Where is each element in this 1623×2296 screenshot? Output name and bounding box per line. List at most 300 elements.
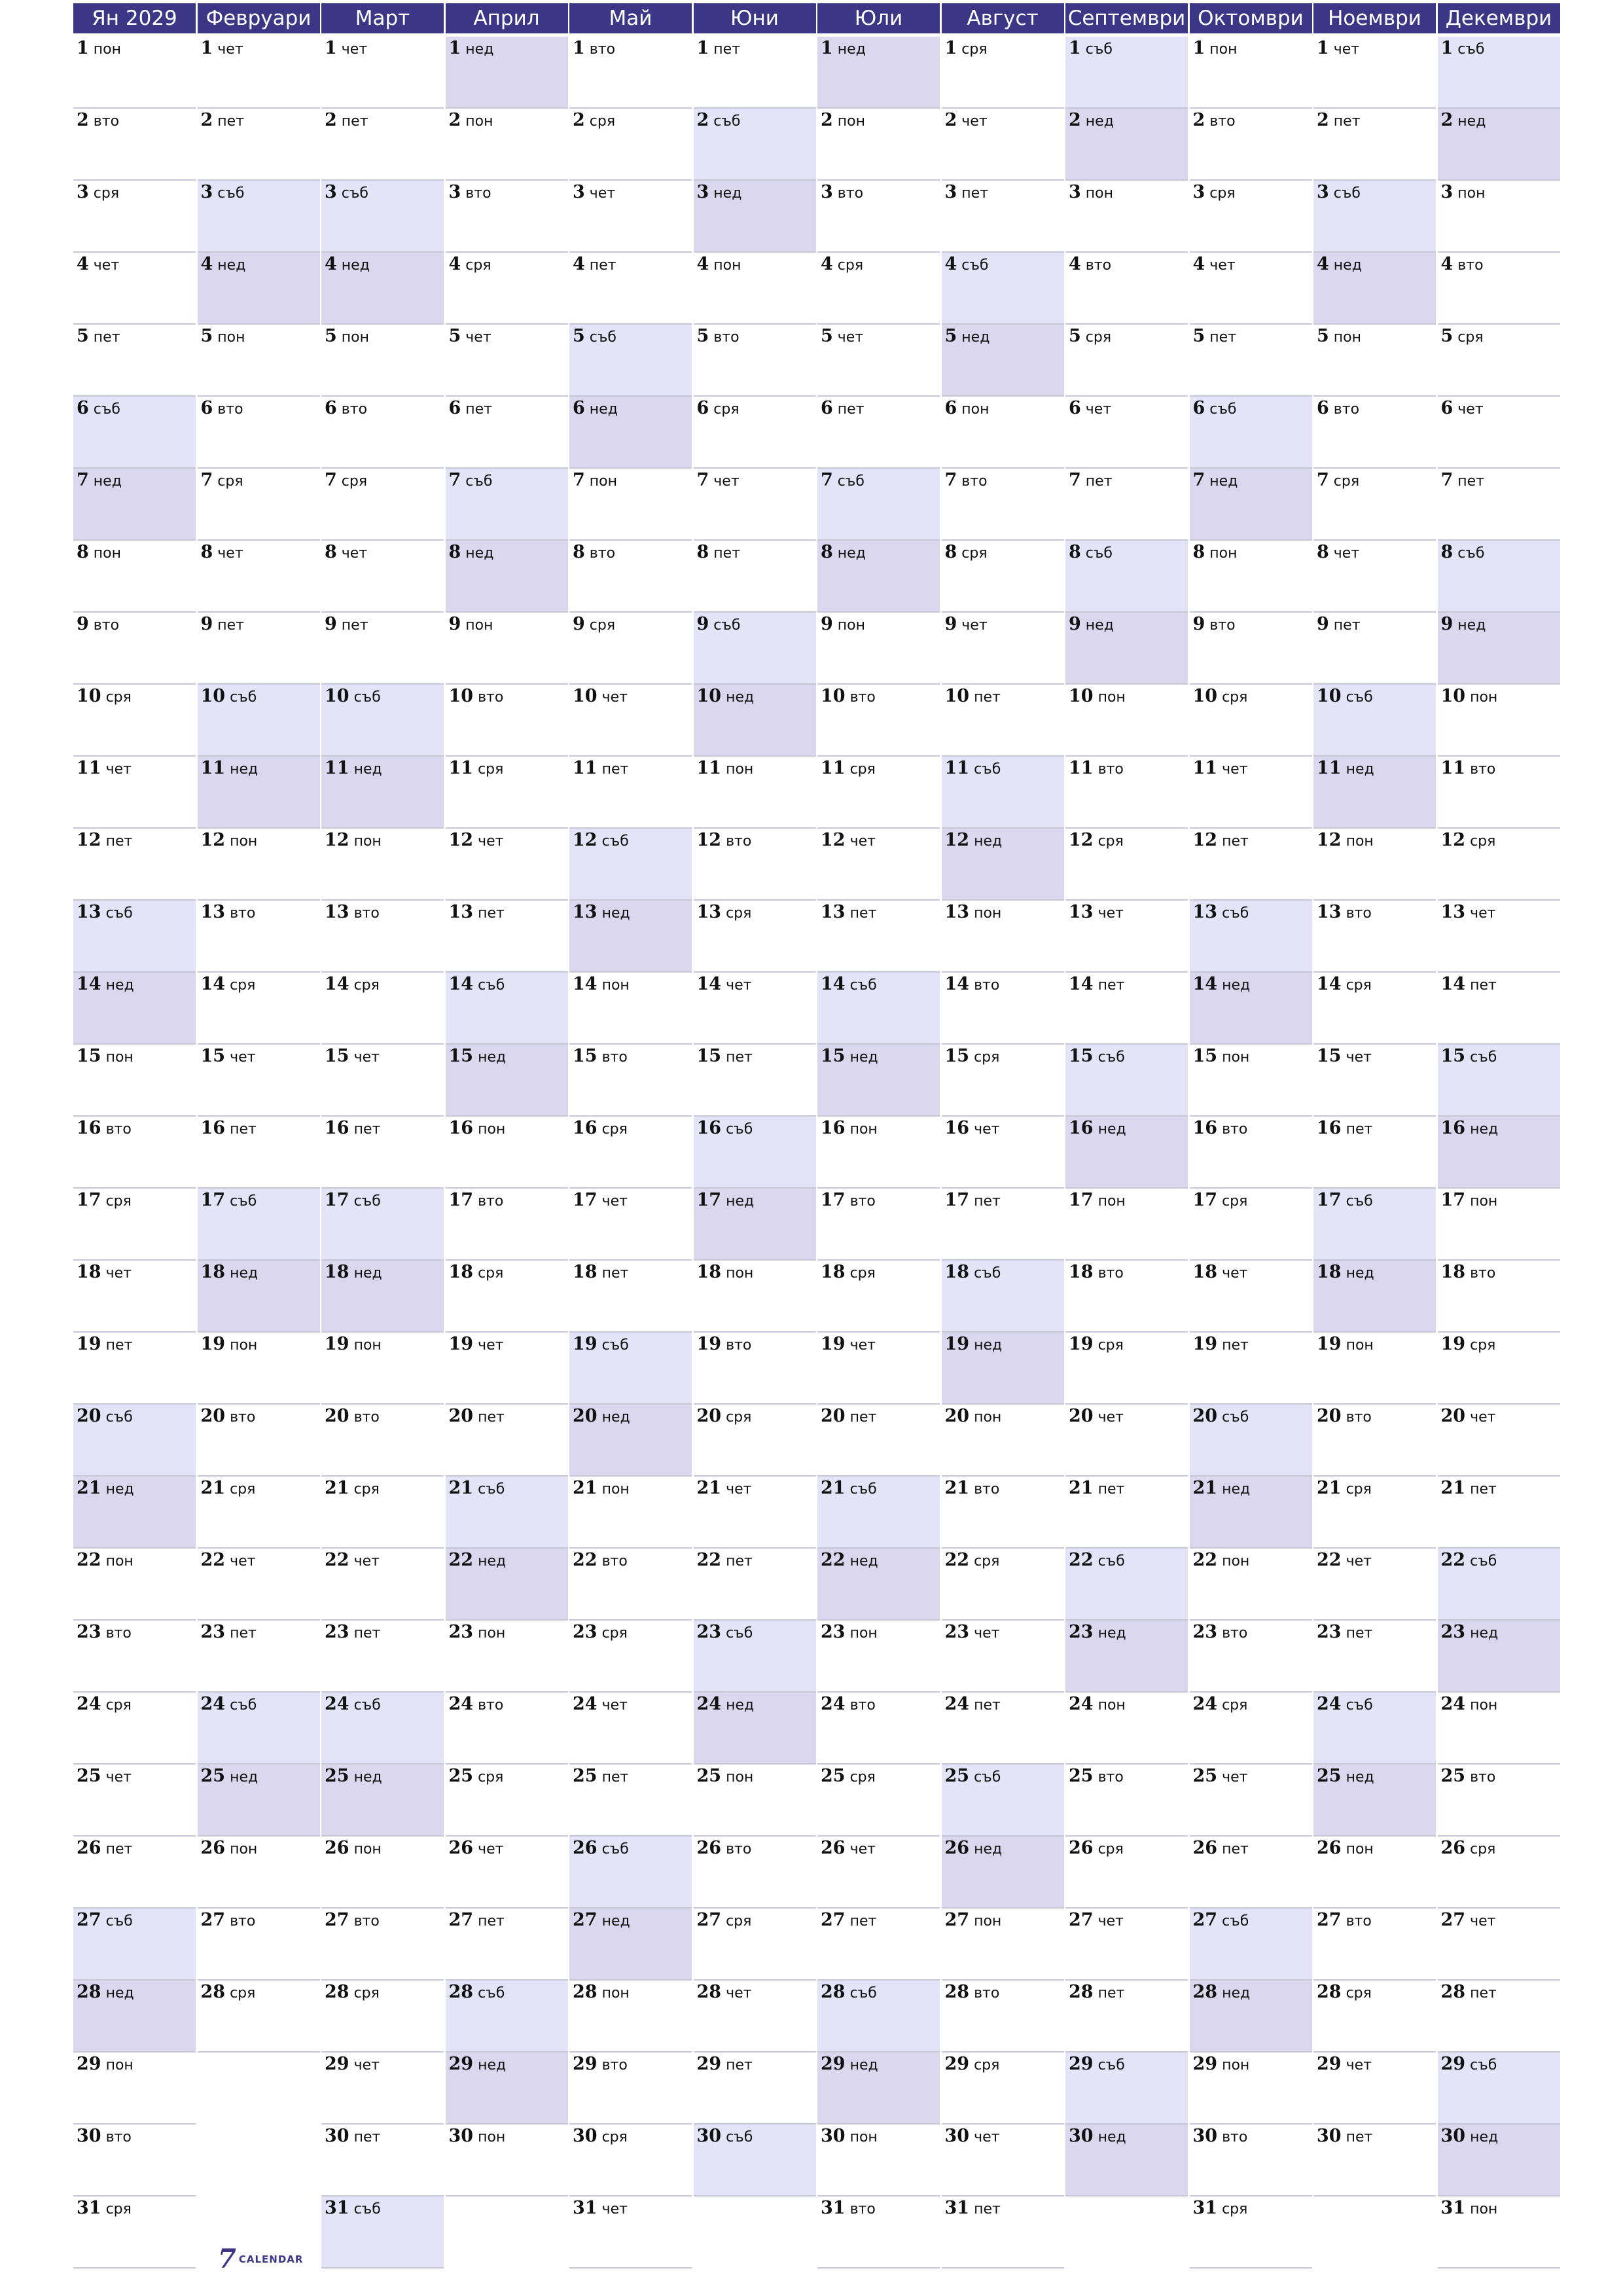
day-cell [569,1045,692,1117]
day-cell [1065,325,1188,397]
day-number: 11 [1069,758,1094,778]
weekday-label: нед [105,1481,134,1498]
day-cell [1438,1261,1560,1333]
day-number: 25 [573,1766,597,1786]
day-cell [1313,109,1436,181]
weekday-label: вто [726,833,752,850]
day-number: 14 [1192,974,1218,994]
weekday-label: пет [105,1337,133,1354]
day-number: 5 [200,326,213,346]
day-number: 7 [1317,470,1329,490]
month-header: Април [446,3,568,33]
day-number: 14 [1440,974,1466,994]
day-number: 8 [696,542,709,562]
day-cell [198,109,320,181]
day-number: 10 [1440,686,1466,706]
day-number: 24 [448,1694,474,1714]
day-cell [1190,1405,1312,1477]
weekday-label: съб [726,1625,753,1641]
weekday-label: съб [961,257,989,274]
weekday-label: пет [974,1697,1001,1713]
day-cell [321,1261,444,1333]
day-number: 31 [1192,2198,1218,2218]
weekday-label: нед [230,1769,259,1785]
day-cell [817,829,940,901]
day-cell [1438,1477,1560,1549]
weekday-label: сря [1097,1841,1124,1857]
day-cell [694,2125,816,2197]
weekday-label: съб [1470,2057,1497,2073]
weekday-label: вто [713,329,740,346]
weekday-label: съб [849,977,877,994]
day-cell [446,253,568,325]
day-number: 15 [1440,1046,1466,1066]
weekday-label: нед [1470,1625,1499,1641]
weekday-label: пет [93,329,120,346]
weekday-label: вто [849,1193,876,1210]
day-number: 15 [325,1046,349,1066]
weekday-label: сря [589,113,616,130]
weekday-label: вто [230,905,256,922]
day-cell [1190,2197,1312,2269]
day-cell [73,1333,196,1405]
day-number: 12 [325,830,349,850]
weekday-label: вто [105,2129,132,2145]
day-number: 14 [200,974,226,994]
weekday-label: съб [353,689,381,706]
day-number: 13 [448,902,474,922]
month-column [198,37,320,2269]
day-number: 29 [1440,2054,1466,2074]
day-number: 25 [944,1766,970,1786]
day-cell [1190,757,1312,829]
day-cell [817,901,940,973]
day-number: 15 [1317,1046,1342,1066]
weekday-label: вто [589,41,616,58]
day-cell [569,2197,692,2269]
day-cell [817,109,940,181]
day-number: 12 [573,830,597,850]
day-number: 15 [696,1046,722,1066]
weekday-label: чет [1346,1553,1372,1570]
weekday-label: пон [601,1985,630,2001]
day-number: 31 [821,2198,846,2218]
day-cell [817,1981,940,2053]
day-number: 23 [573,1622,597,1642]
day-cell [569,469,692,541]
day-number: 14 [1317,974,1342,994]
day-number: 10 [325,686,349,706]
day-number: 5 [696,326,709,346]
weekday-label: пон [478,2129,506,2145]
day-number: 18 [200,1262,226,1282]
day-cell [321,1189,444,1261]
day-number: 24 [77,1694,101,1714]
weekday-label: пет [341,113,368,130]
day-cell [1438,1621,1560,1693]
day-cell [694,1693,816,1765]
day-number: 7 [325,470,337,490]
day-number: 19 [944,1334,970,1354]
day-number: 2 [1069,110,1081,130]
weekday-label: вто [1097,1265,1124,1282]
weekday-label: пет [478,1409,505,1426]
day-cell [1190,1693,1312,1765]
day-cell [321,757,444,829]
day-cell [942,1549,1064,1621]
day-number: 8 [325,542,337,562]
day-number: 7 [821,470,833,490]
day-cell [1065,757,1188,829]
day-cell [1438,1045,1560,1117]
weekday-label: сря [849,1769,876,1785]
day-number: 24 [1440,1694,1466,1714]
weekday-label: пет [1222,1337,1249,1354]
weekday-label: чет [353,1049,380,1066]
day-cell [446,1189,568,1261]
day-cell [817,1477,940,1549]
day-cell [817,1693,940,1765]
weekday-label: чет [849,1841,876,1857]
day-cell [198,1189,320,1261]
day-number: 17 [944,1190,970,1210]
weekday-label: пон [465,617,493,634]
weekday-label: нед [465,41,494,58]
day-number: 2 [1192,110,1205,130]
day-number: 21 [1192,1478,1218,1498]
day-number: 23 [821,1622,846,1642]
day-number: 22 [1192,1550,1218,1570]
day-cell [321,397,444,469]
day-cell [1438,829,1560,901]
weekday-label: пет [353,2129,381,2145]
day-number: 6 [1192,398,1205,418]
day-number: 25 [1192,1766,1218,1786]
day-cell [1438,1765,1560,1837]
day-cell [198,1261,320,1333]
day-number: 2 [573,110,585,130]
day-number: 19 [448,1334,474,1354]
weekday-label: съб [1346,689,1373,706]
day-number: 5 [1317,326,1329,346]
day-cell [569,1549,692,1621]
weekday-label: вто [1346,1409,1372,1426]
weekday-label: сря [105,1697,132,1713]
day-cell [1438,541,1560,613]
weekday-label: пет [1085,473,1113,490]
day-number: 5 [448,326,461,346]
weekday-label: нед [105,977,134,994]
day-cell [321,1981,444,2053]
day-number: 28 [821,1982,846,2002]
day-number: 19 [1440,1334,1466,1354]
weekday-label: съб [1333,185,1361,202]
weekday-label: чет [974,1121,1000,1138]
day-number: 6 [821,398,833,418]
day-number: 18 [821,1262,846,1282]
day-cell [817,757,940,829]
day-cell [569,253,692,325]
day-cell [1190,37,1312,109]
weekday-label: сря [1222,689,1248,706]
day-number: 14 [448,974,474,994]
day-number: 25 [821,1766,846,1786]
day-cell [73,829,196,901]
day-number: 17 [448,1190,474,1210]
day-number: 22 [573,1550,597,1570]
day-number: 22 [1069,1550,1094,1570]
day-number: 23 [1069,1622,1094,1642]
day-cell [942,1837,1064,1909]
weekday-label: съб [1097,1553,1125,1570]
day-number: 17 [696,1190,722,1210]
day-number: 1 [448,38,461,58]
day-number: 7 [944,470,957,490]
day-number: 15 [1069,1046,1094,1066]
day-number: 14 [696,974,722,994]
day-cell [942,253,1064,325]
day-cell [569,1117,692,1189]
day-cell [694,541,816,613]
day-cell [1313,253,1436,325]
day-number: 15 [200,1046,226,1066]
day-cell [321,325,444,397]
day-cell [321,1765,444,1837]
weekday-label: вто [353,1409,380,1426]
weekday-label: нед [849,2057,878,2073]
weekday-label: съб [601,1337,629,1354]
day-cell [694,1909,816,1981]
day-cell [1190,1261,1312,1333]
weekday-label: вто [1222,1121,1248,1138]
weekday-label: пет [1346,1625,1373,1641]
day-number: 25 [77,1766,101,1786]
day-cell [694,469,816,541]
day-cell [569,109,692,181]
weekday-label: вто [105,1121,132,1138]
weekday-label: пет [478,1913,505,1929]
day-cell [1313,469,1436,541]
day-cell [321,1333,444,1405]
day-cell [321,613,444,685]
day-number: 5 [821,326,833,346]
weekday-label: вто [974,1985,1000,2001]
day-number: 13 [77,902,101,922]
weekday-label: пет [713,545,741,562]
weekday-label: нед [1085,113,1114,130]
day-cell [694,1837,816,1909]
day-cell [569,1765,692,1837]
day-cell [1190,1477,1312,1549]
weekday-label: съб [849,1985,877,2001]
day-number: 20 [1192,1406,1218,1426]
day-number: 12 [1192,830,1218,850]
day-number: 21 [77,1478,101,1498]
weekday-label: съб [465,473,493,490]
day-number: 9 [696,614,709,634]
day-number: 6 [77,398,89,418]
day-cell [1438,1693,1560,1765]
weekday-label: чет [849,1337,876,1354]
day-cell [73,1837,196,1909]
day-cell [1065,1477,1188,1549]
day-number: 4 [944,254,957,274]
day-cell [1438,1333,1560,1405]
day-number: 26 [696,1838,722,1858]
day-number: 16 [1440,1118,1466,1138]
day-number: 27 [448,1910,474,1930]
day-cell [569,1693,692,1765]
day-number: 21 [1317,1478,1342,1498]
weekday-label: чет [589,185,616,202]
day-cell [1313,37,1436,109]
day-number: 17 [325,1190,349,1210]
day-cell [1190,397,1312,469]
weekday-label: съб [1085,41,1113,58]
day-number: 15 [448,1046,474,1066]
day-cell [1065,1261,1188,1333]
weekday-label: чет [1470,1913,1496,1929]
weekday-label: сря [105,1193,132,1210]
day-number: 12 [696,830,722,850]
day-number: 31 [573,2198,597,2218]
day-cell [1438,469,1560,541]
day-cell [73,2125,196,2197]
day-number: 22 [200,1550,226,1570]
day-number: 13 [1440,902,1466,922]
weekday-label: вто [961,473,988,490]
weekday-label: нед [1457,113,1486,130]
weekday-label: пет [1333,617,1361,634]
month-header: Август [942,3,1064,33]
day-cell [321,1405,444,1477]
weekday-label: съб [601,833,629,850]
weekday-label: чет [353,1553,380,1570]
day-cell [1065,1909,1188,1981]
day-number: 18 [77,1262,101,1282]
day-cell [694,181,816,253]
day-cell [942,1621,1064,1693]
day-cell [446,2053,568,2125]
month-header-row [73,3,1561,33]
day-number: 16 [1069,1118,1094,1138]
day-cell [1190,901,1312,973]
day-number: 15 [944,1046,970,1066]
day-cell [1065,1693,1188,1765]
day-number: 18 [448,1262,474,1282]
weekday-label: нед [849,1049,878,1066]
day-number: 27 [77,1910,101,1930]
day-cell [694,1765,816,1837]
day-number: 26 [944,1838,970,1858]
weekday-label: нед [1470,1121,1499,1138]
day-cell [694,1189,816,1261]
day-cell [569,2053,692,2125]
day-cell [1065,901,1188,973]
weekday-label: съб [1346,1193,1373,1210]
day-number: 11 [200,758,226,778]
day-number: 8 [821,542,833,562]
day-cell [198,1333,320,1405]
weekday-label: нед [341,257,370,274]
weekday-label: сря [601,2129,628,2145]
day-number: 19 [821,1334,846,1354]
weekday-label: съб [1085,545,1113,562]
day-cell [942,1693,1064,1765]
day-cell [694,1477,816,1549]
day-cell [569,1261,692,1333]
day-number: 23 [696,1622,722,1642]
weekday-label: вто [1333,401,1360,418]
weekday-label: пет [1457,473,1485,490]
day-cell [1065,1117,1188,1189]
day-number: 9 [1192,614,1205,634]
weekday-label: пет [217,113,245,130]
day-cell [942,2125,1064,2197]
weekday-label: пет [341,617,368,634]
day-number: 22 [944,1550,970,1570]
weekday-label: нед [726,1697,755,1713]
day-number: 1 [200,38,213,58]
day-cell [1438,109,1560,181]
weekday-label: нед [93,473,122,490]
day-number: 11 [1317,758,1342,778]
weekday-label: чет [1097,905,1124,922]
weekday-label: съб [353,2201,381,2217]
weekday-label: сря [1346,1481,1372,1498]
day-number: 26 [821,1838,846,1858]
day-number: 1 [1440,38,1454,58]
weekday-label: нед [1346,1265,1374,1282]
day-cell [446,1693,568,1765]
day-cell [942,613,1064,685]
day-number: 20 [821,1406,846,1426]
day-cell [73,1981,196,2053]
month-column [942,37,1064,2269]
day-cell [73,1549,196,1621]
day-cell [1065,1405,1188,1477]
day-cell [73,1477,196,1549]
day-number: 26 [1317,1838,1342,1858]
day-number: 13 [325,902,349,922]
weekday-label: вто [478,1697,504,1713]
weekday-label: вто [230,1913,256,1929]
weekday-label: пет [1470,977,1497,994]
day-number: 25 [325,1766,349,1786]
day-cell [1438,613,1560,685]
weekday-label: нед [1222,1481,1251,1498]
month-column [569,37,692,2269]
day-cell [198,1837,320,1909]
day-number: 8 [944,542,957,562]
weekday-label: вто [1222,2129,1248,2145]
day-cell [817,253,940,325]
day-cell [1438,181,1560,253]
day-number: 27 [696,1910,722,1930]
day-number: 9 [573,614,585,634]
weekday-label: нед [217,257,246,274]
day-number: 12 [200,830,226,850]
day-number: 22 [325,1550,349,1570]
day-cell [1438,1189,1560,1261]
day-number: 23 [1192,1622,1218,1642]
day-cell [198,37,320,109]
day-number: 20 [1069,1406,1094,1426]
day-number: 21 [821,1478,846,1498]
day-cell [1065,181,1188,253]
day-number: 11 [696,758,722,778]
day-number: 18 [696,1262,722,1282]
